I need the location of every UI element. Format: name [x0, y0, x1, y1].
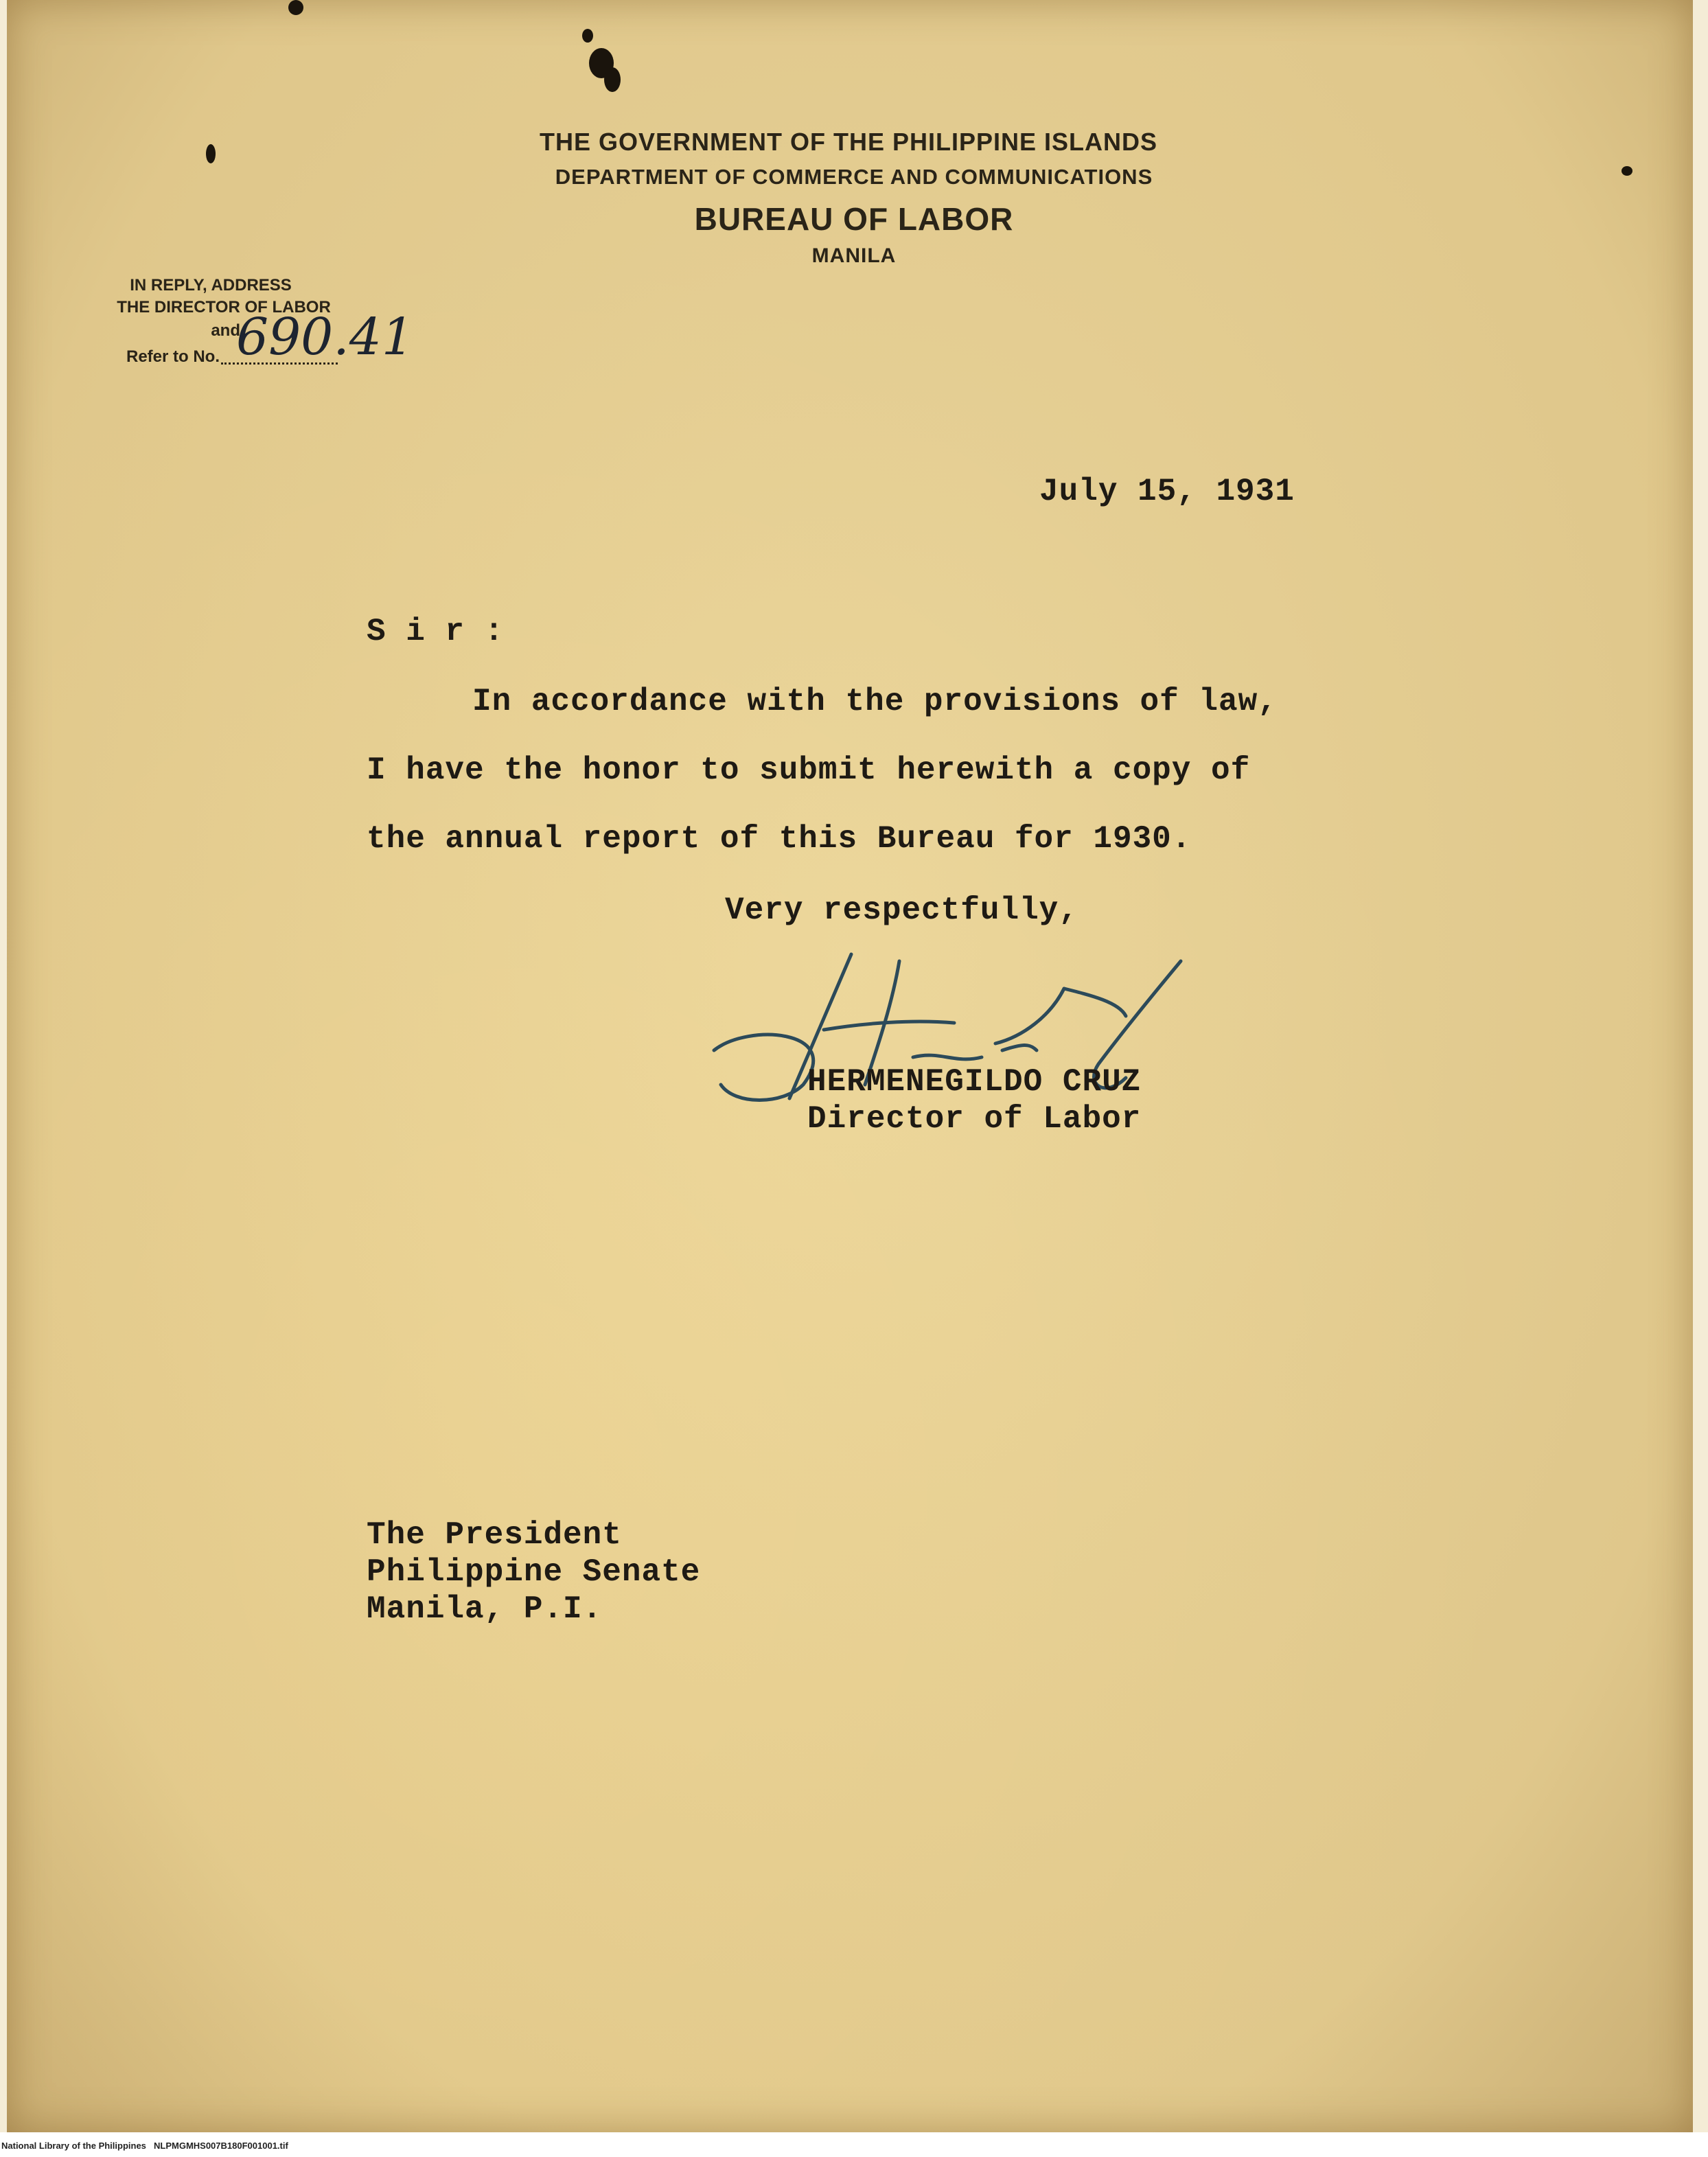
ink-stain [604, 67, 621, 92]
signatory-title: Director of Labor [807, 1101, 1142, 1137]
signatory-name: HERMENEGILDO CRUZ [807, 1064, 1142, 1100]
ink-stain [288, 0, 303, 15]
addressee-line-2: Philippine Senate [367, 1554, 701, 1590]
footer-filename: NLPMGMHS007B180F001001.tif [154, 2141, 288, 2151]
letterhead-government: THE GOVERNMENT OF THE PHILIPPINE ISLANDS [539, 128, 1158, 156]
body-line-2: I have the honor to submit herewith a copy of [367, 752, 1251, 788]
salutation: S i r : [367, 614, 505, 649]
body-line-3: the annual report of this Bureau for 1930. [367, 821, 1192, 857]
addressee-line-3: Manila, P.I. [367, 1591, 603, 1627]
letterhead-city: MANILA [811, 244, 897, 267]
ink-stain [582, 29, 593, 43]
footer-library: National Library of the Philippines [1, 2141, 146, 2151]
letterhead-department: DEPARTMENT OF COMMERCE AND COMMUNICATIONS [555, 165, 1153, 189]
letterhead-bureau: BUREAU OF LABOR [694, 201, 1014, 237]
closing: Very respectfully, [725, 892, 1078, 928]
addressee-line-1: The President [367, 1517, 622, 1553]
reply-refer-label: Refer to No. [126, 347, 220, 366]
reply-instruction: IN REPLY, ADDRESS [130, 276, 292, 295]
reply-director: THE DIRECTOR OF LABOR [117, 298, 331, 316]
letter-date: July 15, 1931 [1039, 474, 1295, 509]
body-line-1: In accordance with the provisions of law, [472, 684, 1278, 719]
reply-and: and [211, 321, 240, 340]
reference-number: 690.41 [236, 308, 414, 367]
